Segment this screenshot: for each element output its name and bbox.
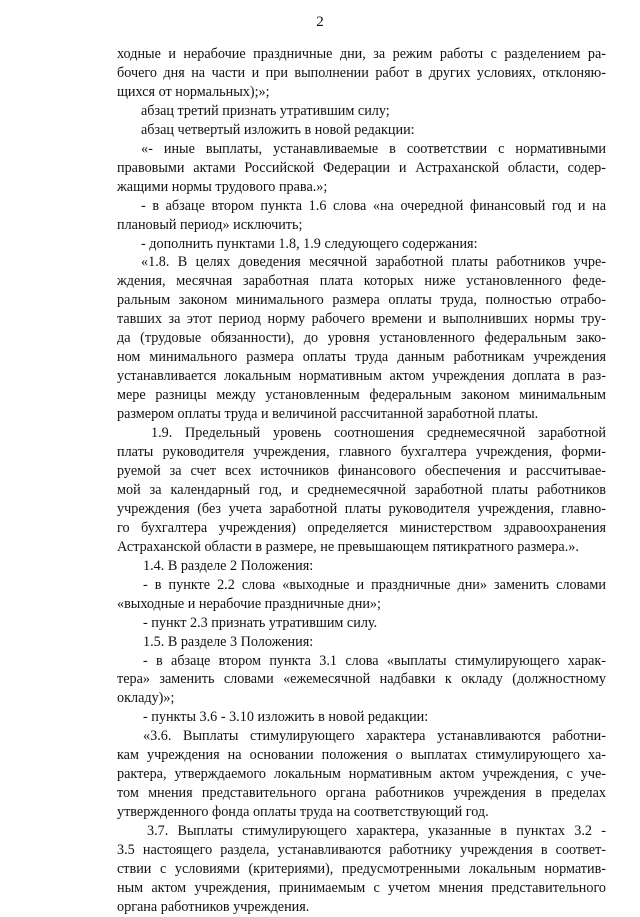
text-line: го бухгалтера учреждения) определяется министерством здравоохранения <box>117 519 606 536</box>
text-line: платы руководителя учреждения, главного бухгалтера учреждения, форми- <box>117 444 606 461</box>
text-line: утвержденного фонда оплаты труда на соответствующий год. <box>117 804 489 821</box>
text-line: 3.5 настоящего раздела, устанавливаются работнику учреждения в соответ- <box>117 842 606 859</box>
text-line: да (трудовые обязанности), до уровня установленного федеральным зако- <box>117 330 606 347</box>
text-line: ждения, месячная заработная плата которых ниже установленного феде- <box>117 273 606 290</box>
text-line: 3.7. Выплаты стимулирующего характера, указанные в пунктах 3.2 - <box>147 823 606 840</box>
text-line: ным актом учреждения, принимаемым с учетом мнения представительного <box>117 879 606 896</box>
text-line: 1.5. В разделе 3 Положения: <box>143 633 314 650</box>
text-line: окладу)»; <box>117 690 175 707</box>
text-line: размером оплаты труда и величиной рассчитанной заработной платы. <box>117 406 539 423</box>
text-line: 1.4. В разделе 2 Положения: <box>143 557 314 574</box>
text-line: - дополнить пунктами 1.8, 1.9 следующего содержания: <box>141 235 478 252</box>
page-number: 2 <box>316 14 324 30</box>
text-line: ходные и нерабочие праздничные дни, за режим работы с разделением ра- <box>117 46 606 62</box>
text-line: 1.9. Предельный уровень соотношения среднемесячной заработной <box>151 425 606 442</box>
text-line: учреждения (без учета заработной платы руководителя учреждения, главно- <box>117 500 606 517</box>
text-line: - в абзаце втором пункта 3.1 слова «выплаты стимулирующего харак- <box>143 652 606 669</box>
text-line: ствии с условиями (критериями), предусмотренными локальным норматив- <box>117 860 606 877</box>
text-line: Астраханской области в размере, не превышающем пятикратного размера.». <box>117 538 579 555</box>
text-line: руемой за счет всех источников финансового обеспечения и рассчитывае- <box>117 462 606 479</box>
text-line: - в пункте 2.2 слова «выходные и праздничные дни» заменить словами <box>143 576 606 593</box>
text-line: «- иные выплаты, устанавливаемые в соответствии с нормативными <box>141 140 606 157</box>
text-line: «3.6. Выплаты стимулирующего характера устанавливаются работни- <box>143 728 606 745</box>
text-line: «выходные и нерабочие праздничные дни»; <box>117 595 381 612</box>
text-line: плановый период» исключить; <box>117 216 303 233</box>
text-line: тера» заменить словами «ежемесячной надбавки к окладу (должностному <box>117 671 606 688</box>
text-line: «1.8. В целях доведения месячной заработной платы работников учре- <box>141 254 606 271</box>
text-line: устанавливается локальным нормативным актом учреждения доплата в раз- <box>117 368 606 385</box>
text-line: абзац четвертый изложить в новой редакции: <box>141 121 415 138</box>
text-line: мой за календарный год, и среднемесячной заработной платы работников <box>117 481 606 498</box>
text-line: абзац третий признать утратившим силу; <box>141 102 390 119</box>
text-line: бочего дня на части и при выполнении работ в других условиях, отклоняю- <box>117 64 606 81</box>
text-line: - пункт 2.3 признать утратившим силу. <box>143 614 378 631</box>
text-line: кам учреждения на основании положения о выплатах стимулирующего ха- <box>117 747 606 764</box>
text-line: рактера, утверждаемого локальным нормативным актом учреждения, с уче- <box>117 766 606 783</box>
text-line: мере разницы между установленным федеральным законом минимальным <box>117 387 606 404</box>
text-line: правовыми актами Российской Федерации и Астраханской области, содер- <box>117 159 606 176</box>
document-body <box>117 45 606 917</box>
text-line: тавших за этот период норму рабочего времени и выполнивших нормы тру- <box>117 311 606 328</box>
text-line: ральным законом минимального размера оплаты труда, полностью отрабо- <box>117 292 606 309</box>
text-line: том мнения представительного органа работников учреждения в пределах <box>117 785 606 802</box>
text-line: ном минимального размера оплаты труда данным работникам учреждения <box>117 349 606 366</box>
text-line: жащими нормы трудового права.»; <box>117 178 328 195</box>
text-line: - в абзаце втором пункта 1.6 слова «на очередной финансовый год и на <box>141 197 606 214</box>
text-line: органа работников учреждения. <box>117 898 310 915</box>
text-line: - пункты 3.6 - 3.10 изложить в новой редакции: <box>143 709 429 726</box>
text-line: щихся от нормальных);»; <box>117 83 270 100</box>
